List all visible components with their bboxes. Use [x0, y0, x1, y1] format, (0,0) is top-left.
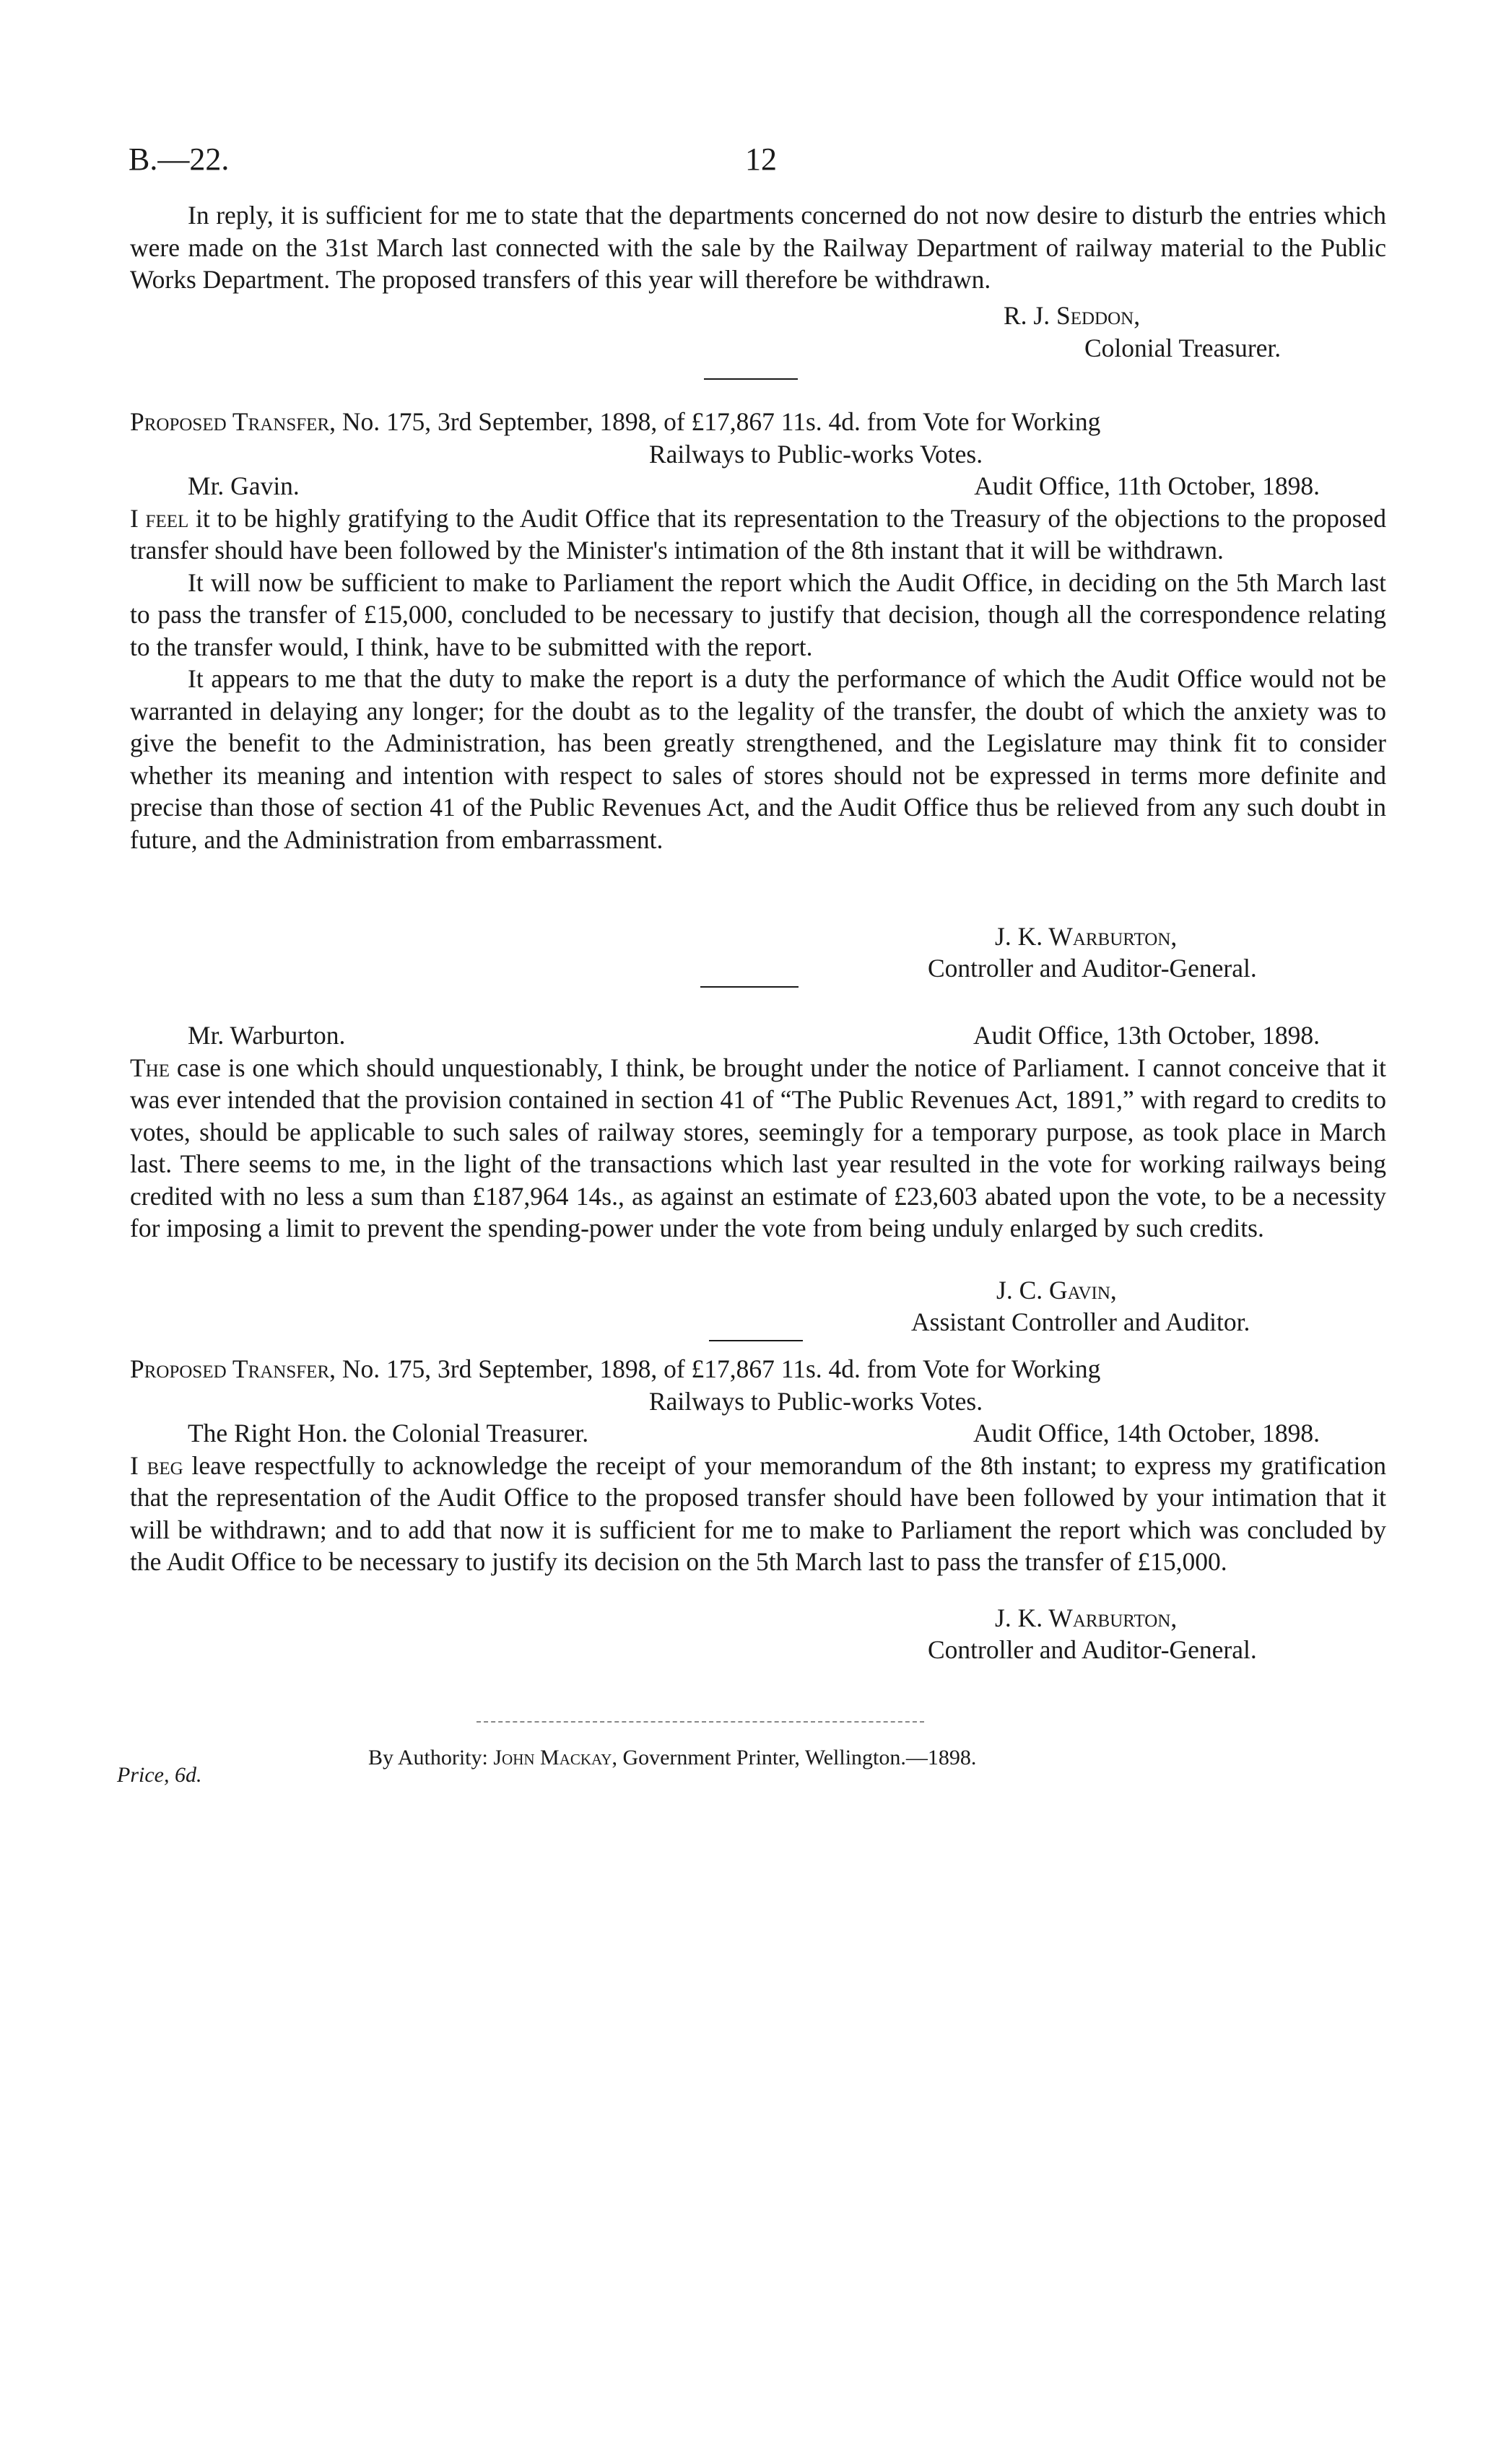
memo-address-row	[130, 470, 1386, 502]
document-code: B.—22.	[129, 142, 230, 177]
printer-imprint: By Authority: John Mackay, Government Printer, Wellington.—1898.	[368, 1746, 977, 1769]
warburton-signature-name: J. K. Warburton,	[995, 922, 1178, 951]
transfer-heading-text: No. 175, 3rd September, 1898, of £17,867 11s. 4d. from Vote for Working	[336, 407, 1101, 436]
memo-address-row	[130, 1019, 1386, 1052]
memo-address-row	[130, 1417, 1386, 1450]
warburton-signature-title: Controller and Auditor-General.	[928, 954, 1257, 983]
reply-section	[130, 199, 1386, 296]
gavin-signature-title: Assistant Controller and Auditor.	[911, 1307, 1250, 1336]
transfer-heading-line2: Railways to Public-works Votes.	[648, 1386, 983, 1416]
warburton-signature-name: J. K. Warburton,	[995, 1603, 1178, 1632]
place-date: Audit Office, 13th October, 1898.	[973, 1021, 1320, 1050]
transfer-heading-line2: Railways to Public-works Votes.	[648, 439, 983, 469]
memo-paragraph-1: I feel it to be highly gratifying to the Audit Office that its representation to the Treasury of the objections to the proposed transfer should have been followed by the Minister's intimation of the 8th instant that it will be withdrawn.	[130, 503, 1386, 565]
transfer-memo-section	[130, 406, 1386, 856]
section-divider	[709, 1340, 803, 1341]
footer-dotted-rule	[477, 1721, 924, 1723]
section-divider	[704, 378, 798, 380]
section-divider	[700, 986, 799, 988]
place-date: Audit Office, 14th October, 1898.	[973, 1419, 1320, 1448]
seddon-signature-title: Colonial Treasurer.	[1084, 334, 1282, 362]
gavin-signature-name: J. C. Gavin,	[996, 1276, 1117, 1305]
page-number: 12	[745, 142, 777, 177]
transfer-heading-label: Proposed Transfer,	[130, 407, 336, 436]
memo-paragraph-2: It will now be sufficient to make to Parliament the report which the Audit Office, in deciding on the 5th March last to pass the transfer of £15,000, concluded to be necessary to justify that decision, though all the correspondence relating to the transfer would, I think, have to be submitted with the report.	[130, 567, 1386, 661]
addressee: Mr. Gavin.	[188, 471, 300, 500]
transfer-heading	[130, 406, 1386, 470]
acknowledgement-section	[130, 1353, 1386, 1578]
warburton-signature-title: Controller and Auditor-General.	[928, 1635, 1257, 1664]
addressee: Mr. Warburton.	[188, 1021, 346, 1050]
price: Price, 6d.	[117, 1763, 202, 1787]
memo-paragraph-3: It appears to me that the duty to make the report is a duty the performance of which the Audit Office would not be warranted in delaying any longer; for the doubt as to the legality of the transfer, the doubt of which the anxiety was to give the benefit to the Administration, has been greatly strengthened, and the Legislature may think fit to consider whether its meaning and intention with respect to sales of stores should not be expressed in terms more definite and precise than those of section 41 of the Public Revenues Act, and the Audit Office thus be relieved from any such doubt in future, and the Administration from embarrassment.	[130, 664, 1386, 854]
acknowledgement-paragraph: I beg leave respectfully to acknowledge the receipt of your memorandum of the 8th instant; to express my gratification that the representation of the Audit Office to the proposed transfer should have been followed by your intimation that it will be withdrawn; and to add that now it is sufficient for me to make to Parliament the report which was concluded by the Audit Office to be necessary to justify its decision on the 5th March last to pass the transfer of £15,000.	[130, 1450, 1387, 1576]
addressee: The Right Hon. the Colonial Treasurer.	[188, 1419, 589, 1448]
gavin-memo-section	[130, 1019, 1386, 1245]
gavin-paragraph: The case is one which should unquestionably, I think, be brought under the notice of Parliament. I cannot conceive that it was ever intended that the provision contained in section 41 of “The Public Revenues Act, 1891,” with regard to credits to votes, should be applicable to such sales of railway stores, seemingly for a temporary purpose, as took place in March last. There seems to me, in the light of the transactions which last year resulted in the vote for working railways being credited with no less a sum than £187,964 14s., as against an estimate of £23,603 abated upon the vote, to be a necessity for imposing a limit to prevent the spending-power under the vote from being unduly enlarged by such credits.	[130, 1053, 1386, 1242]
transfer-heading-text: No. 175, 3rd September, 1898, of £17,867 11s. 4d. from Vote for Working	[336, 1354, 1101, 1383]
place-date: Audit Office, 11th October, 1898.	[974, 471, 1320, 500]
reply-paragraph: In reply, it is sufficient for me to state that the departments concerned do not now desire to disturb the entries which were made on the 31st March last connected with the sale by the Railway Department of railway material to the Public Works Department. The proposed transfers of this year will therefore be withdrawn.	[130, 201, 1386, 294]
seddon-signature-name: R. J. Seddon,	[1004, 301, 1141, 330]
transfer-heading	[130, 1353, 1386, 1417]
transfer-heading-label: Proposed Transfer,	[130, 1354, 336, 1383]
